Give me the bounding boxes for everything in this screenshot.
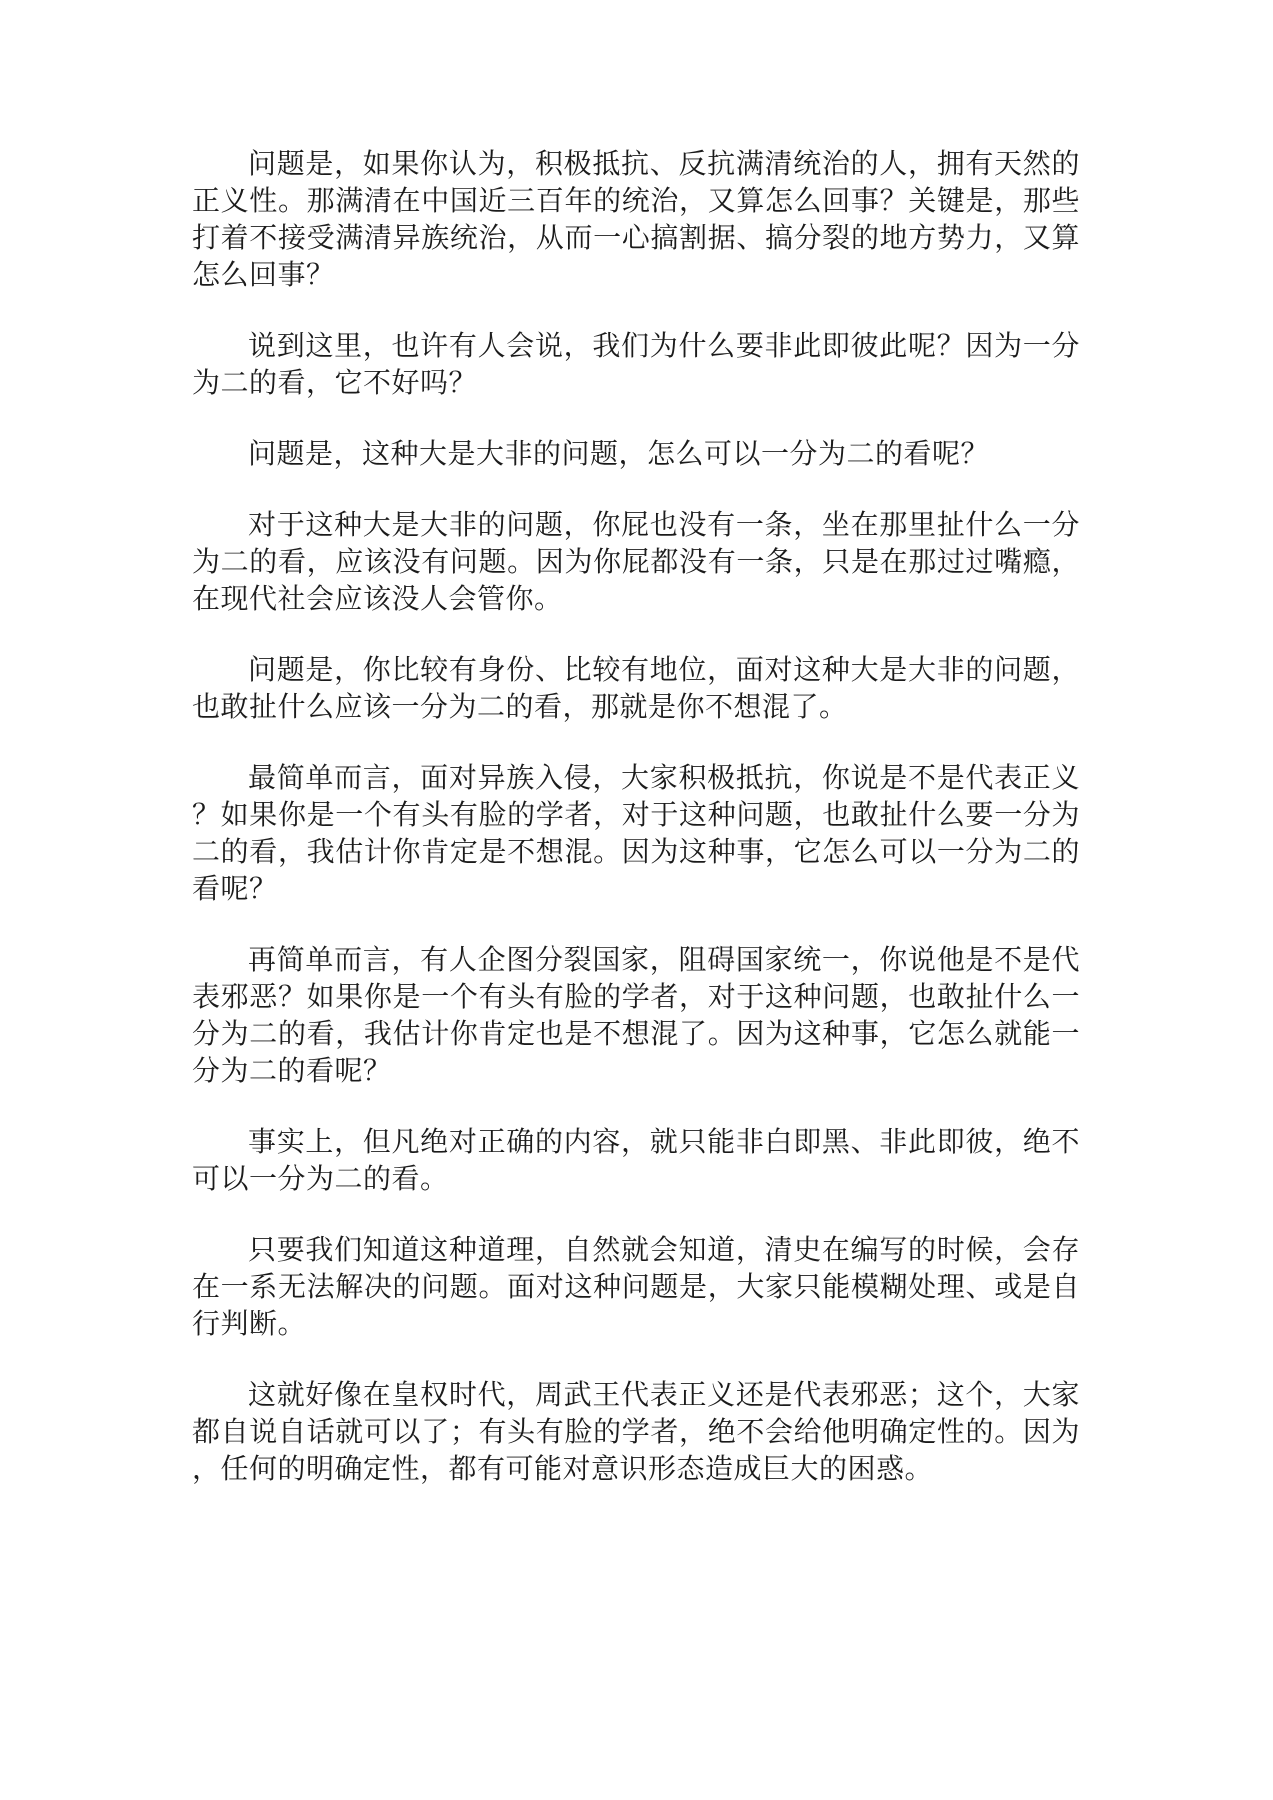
paragraph: 问题是，如果你认为，积极抵抗、反抗满清统治的人，拥有天然的正义性。那满清在中国近三百年的统治，又算怎么回事？关键是，那些打着不接受满清异族统治，从而一心搞割据、搞分裂的地方势力，又算怎么回事？ <box>192 147 1080 291</box>
paragraph: 问题是，你比较有身份、比较有地位，面对这种大是大非的问题，也敢扯什么应该一分为二的看，那就是你不想混了。 <box>192 653 1080 723</box>
paragraph: 这就好像在皇权时代，周武王代表正义还是代表邪恶；这个，大家都自说自话就可以了；有头有脸的学者，绝不会给他明确定性的。因为，任何的明确定性，都有可能对意识形态造成巨大的困惑。 <box>192 1378 1080 1485</box>
paragraph: 说到这里，也许有人会说，我们为什么要非此即彼此呢？因为一分为二的看，它不好吗？ <box>192 329 1080 399</box>
paragraph: 最简单而言，面对异族入侵，大家积极抵抗，你说是不是代表正义？如果你是一个有头有脸的学者，对于这种问题，也敢扯什么要一分为二的看，我估计你肯定是不想混。因为这种事，它怎么可以一分为二的看呢？ <box>192 761 1080 905</box>
document-body <box>192 145 1080 1521</box>
paragraph: 再简单而言，有人企图分裂国家，阻碍国家统一，你说他是不是代表邪恶？如果你是一个有头有脸的学者，对于这种问题，也敢扯什么一分为二的看，我估计你肯定也是不想混了。因为这种事，它怎么就能一分为二的看呢？ <box>192 943 1080 1087</box>
paragraph: 对于这种大是大非的问题，你屁也没有一条，坐在那里扯什么一分为二的看，应该没有问题。因为你屁都没有一条，只是在那过过嘴瘾，在现代社会应该没人会管你。 <box>192 508 1080 615</box>
paragraph: 只要我们知道这种道理，自然就会知道，清史在编写的时候，会存在一系无法解决的问题。面对这种问题是，大家只能模糊处理、或是自行判断。 <box>192 1233 1080 1340</box>
paragraph: 事实上，但凡绝对正确的内容，就只能非白即黑、非此即彼，绝不可以一分为二的看。 <box>192 1125 1080 1195</box>
paragraph: 问题是，这种大是大非的问题，怎么可以一分为二的看呢？ <box>248 437 990 470</box>
